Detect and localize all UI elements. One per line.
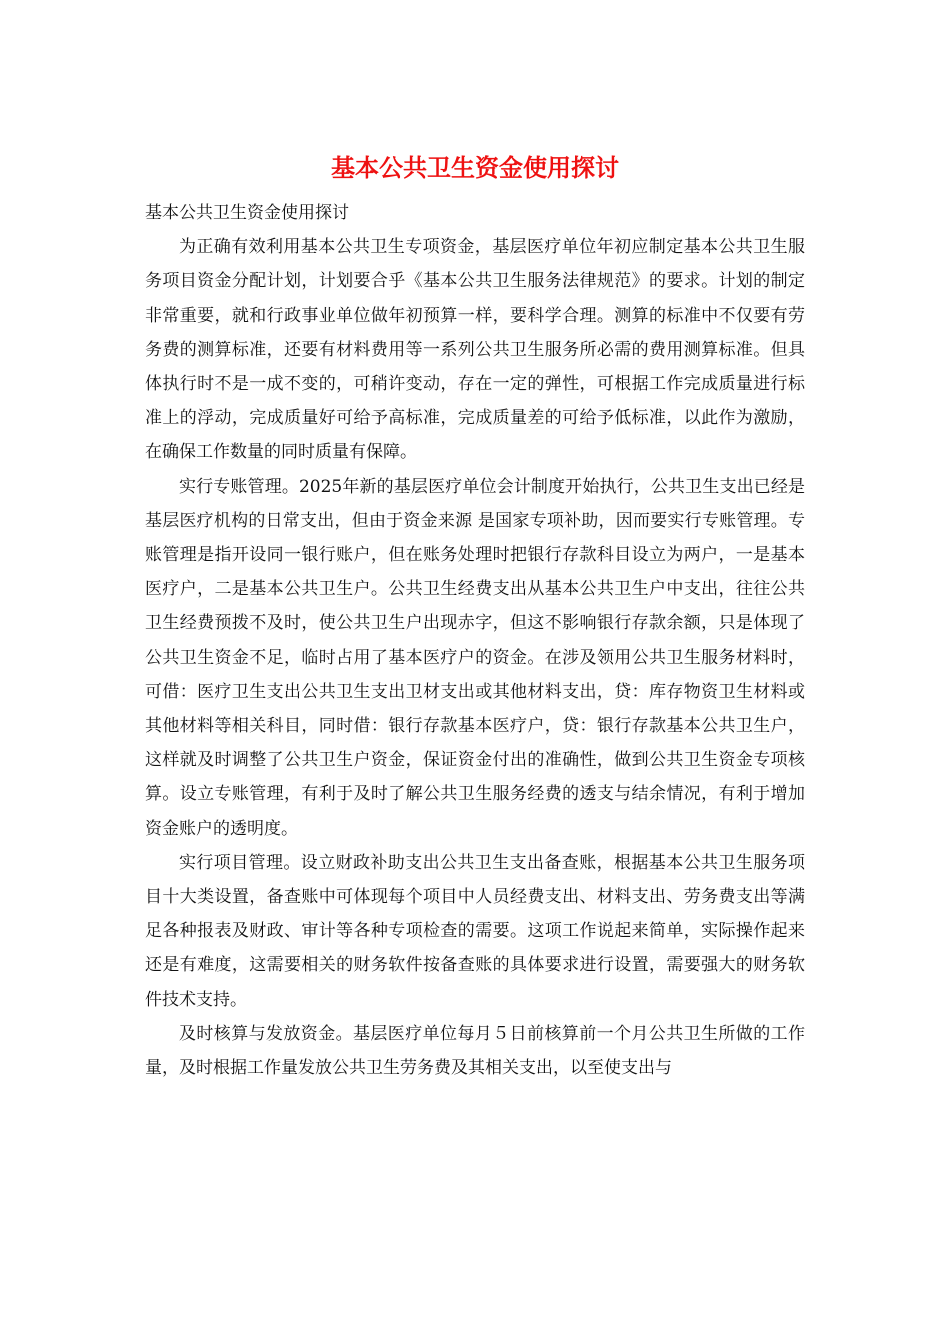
paragraph-plan: 为正确有效利用基本公共卫生专项资金，基层医疗单位年初应制定基本公共卫生服务项目资金分配计划，计划要合乎《基本公共卫生服务法律规范》的要求。计划的制定非常重要，就和行政事业单位做年初预算一样，要科学合理。测算的标准中不仅要有劳务费的测算标准，还要有材料费用等一系列公共卫生服务所必需的费用测算标准。但具体执行时不是一成不变的，可稍许变动，存在一定的弹性，可根据工作完成质量进行标准上的浮动，完成质量好可给予高标准，完成质量差的可给予低标准，以此作为激励，在确保工作数量的同时质量有保障。 (145, 237, 805, 463)
paragraph-timely-accounting: 及时核算与发放资金。基层医疗单位每月５日前核算前一个月公共卫生所做的工作量，及时根据工作量发放公共卫生劳务费及其相关支出，以至使支出与 (145, 1023, 805, 1079)
paragraph-account-management: 实行专账管理。2025年新的基层医疗单位会计制度开始执行，公共卫生支出已经是基层医疗机构的日常支出，但由于资金来源 是国家专项补助，因而要实行专账管理。专账管理是指开设同一银行账户，但在账务处理时把银行存款科目设立为两户，一是基本医疗户，二是基本公共卫生户。公共卫生经费支出从基本公共卫生户中支出，往往公共卫生经费预拨不及时，使公共卫生户出现赤字，但这不影响银行存款余额，只是体现了公共卫生资金不足，临时占用了基本医疗户的资金。在涉及领用公共卫生服务材料时，可借：医疗卫生支出公共卫生支出卫材支出或其他材料支出，贷：库存物资卫生材料或其他材料等相关科目，同时借：银行存款基本医疗户，贷：银行存款基本公共卫生户，这样就及时调整了公共卫生户资金，保证资金付出的准确性，做到公共卫生资金专项核算。设立专账管理，有利于及时了解公共卫生服务经费的透支与结余情况，有利于增加资金账户的透明度。 (145, 476, 805, 839)
paragraph-project-management: 实行项目管理。设立财政补助支出公共卫生支出备查账，根据基本公共卫生服务项目十大类设置，备查账中可体现每个项目中人员经费支出、材料支出、劳务费支出等满足各种报表及财政、审计等各种专项检查的需要。这项工作说起来简单，实际操作起来还是有难度，这需要相关的财务软件按备查账的具体要求进行设置，需要强大的财务软件技术支持。 (145, 852, 805, 1010)
document-title: 基本公共卫生资金使用探讨 (331, 153, 619, 182)
document-subtitle: 基本公共卫生资金使用探讨 (145, 203, 349, 223)
document-body (145, 196, 805, 1085)
